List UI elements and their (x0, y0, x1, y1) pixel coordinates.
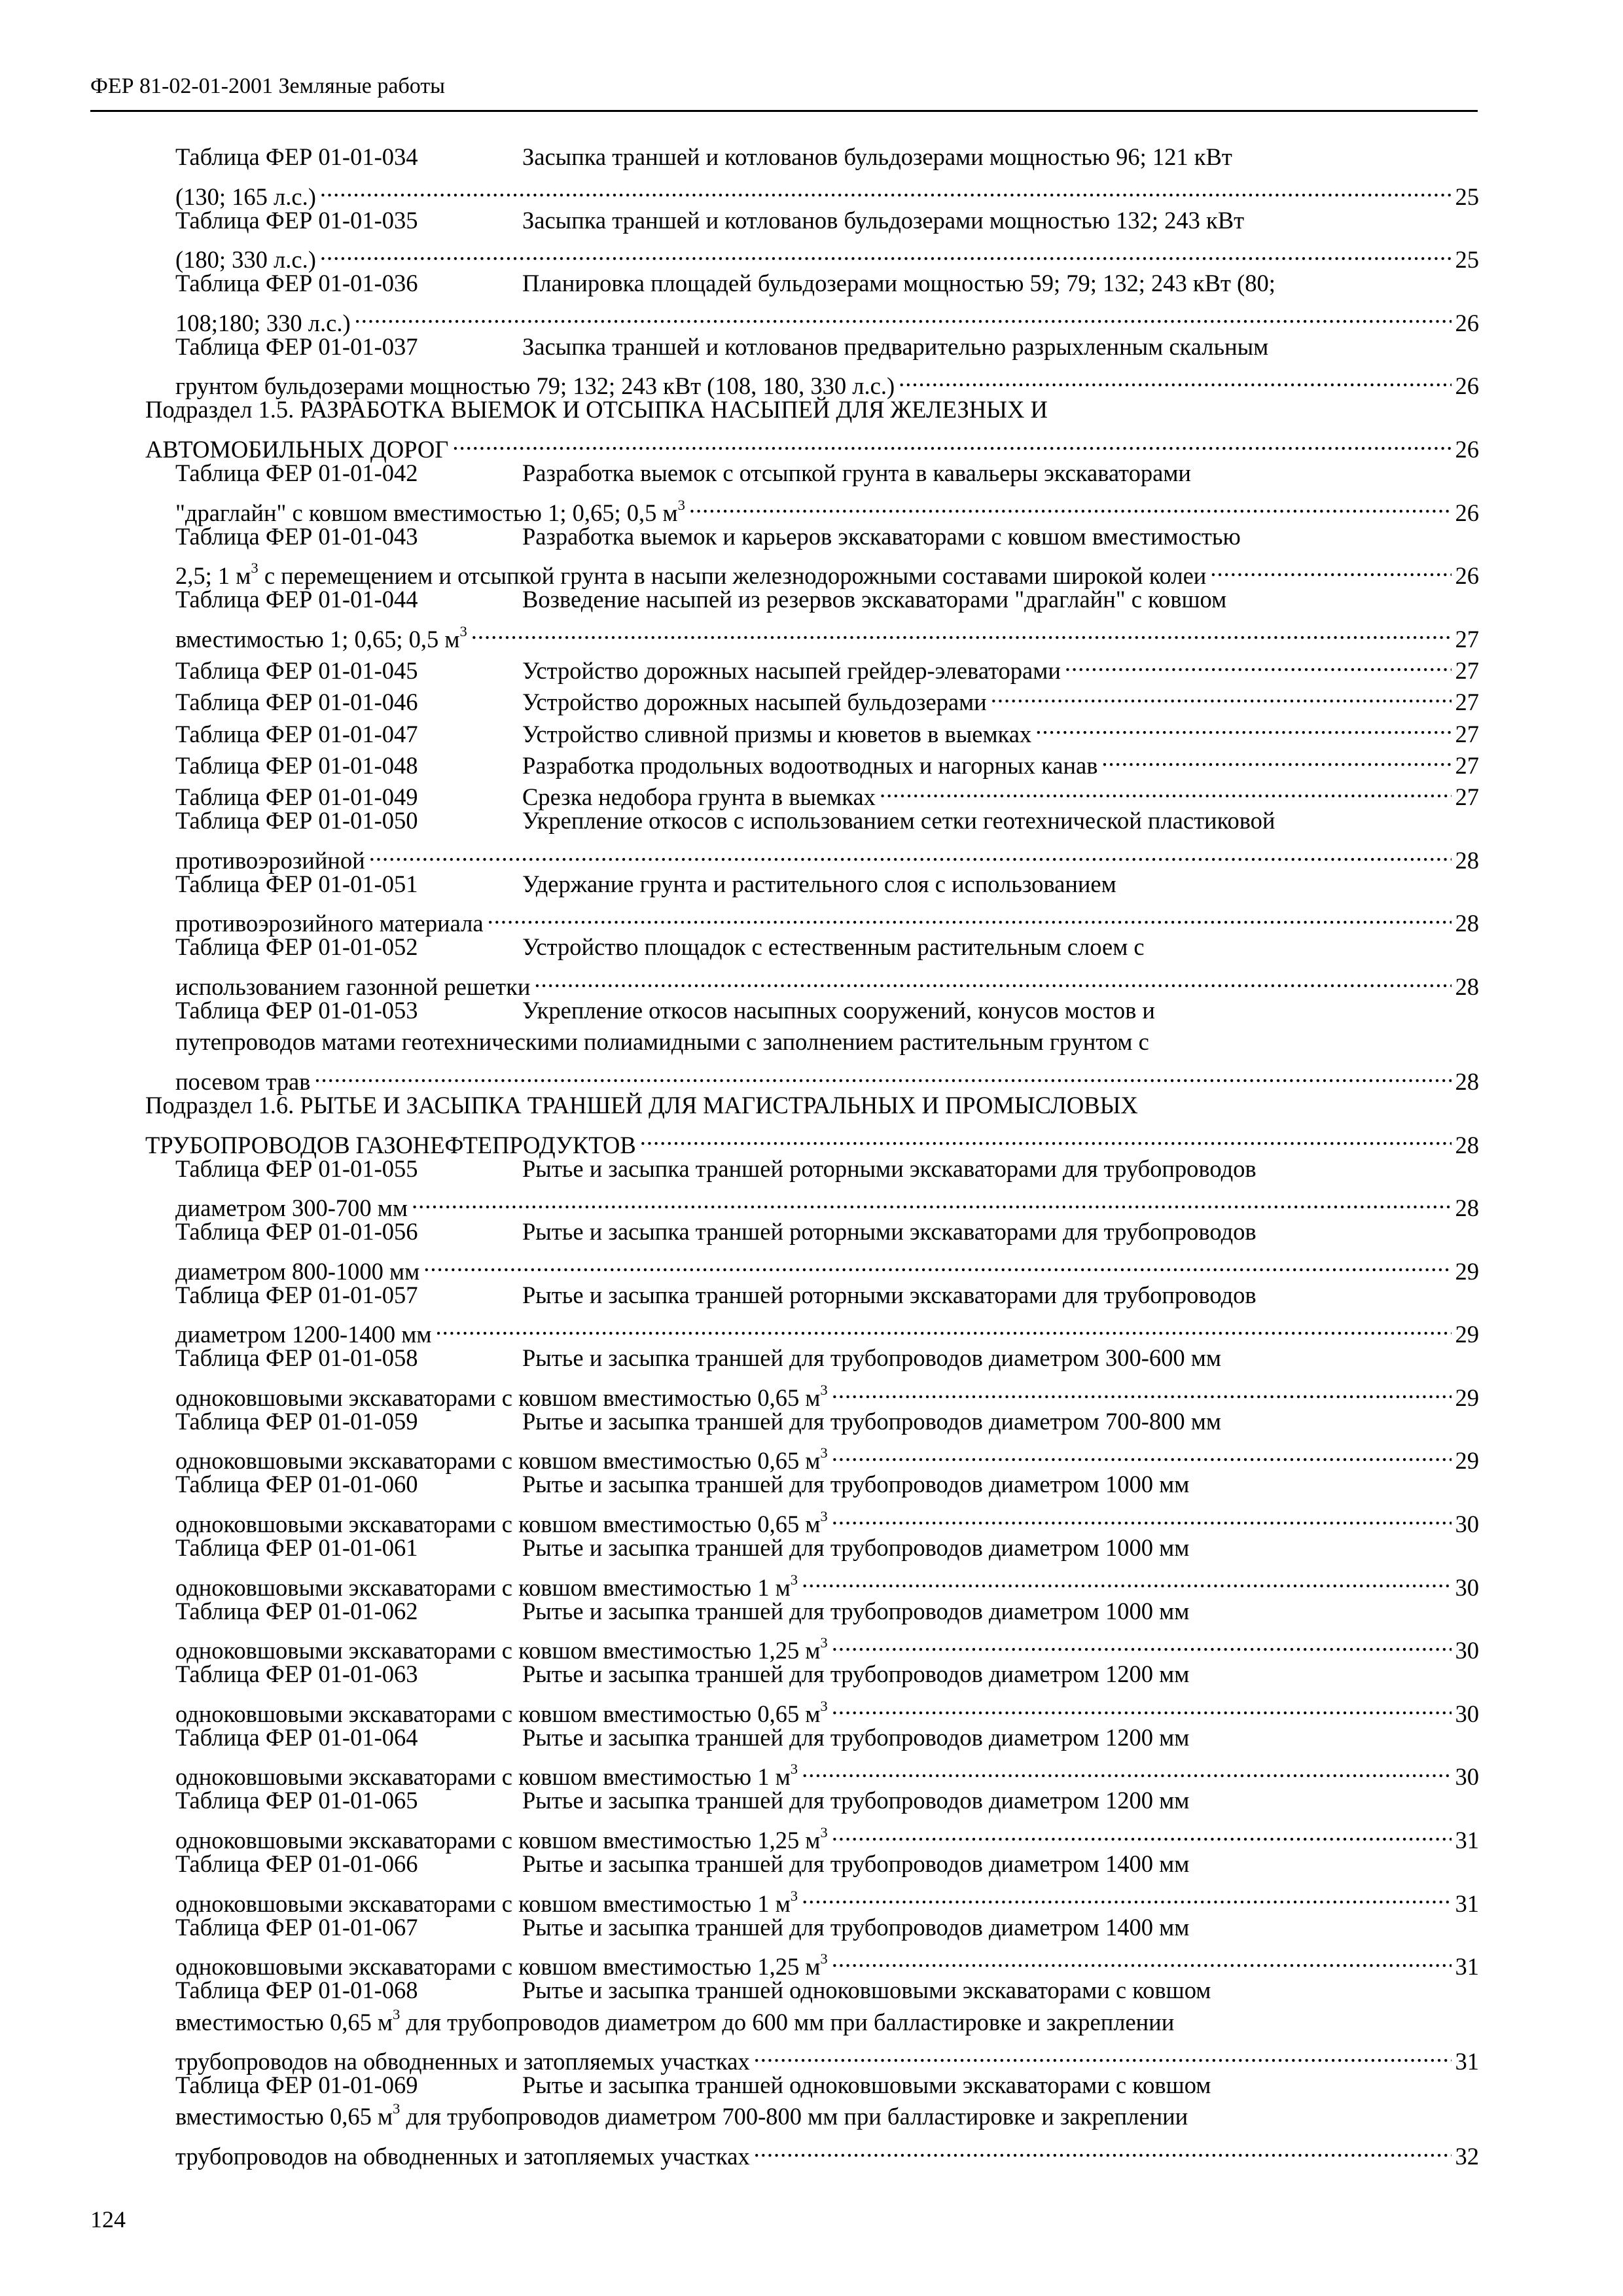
entry-page-number: 28 (1455, 846, 1479, 874)
toc-line (175, 2007, 1479, 2038)
entry-title-text: Рытье и засыпка траншей для трубопроводов диаметром 1200 мм (522, 1723, 1190, 1751)
entry-title-text: Рытье и засыпка траншей роторными экскаваторами для трубопроводов (522, 1281, 1257, 1308)
header-divider (90, 110, 1478, 112)
entry-title-text: диаметром 300-700 мм (175, 1194, 408, 1222)
toc-line (175, 1659, 1479, 1690)
toc-line (175, 2038, 1479, 2075)
dot-leader (689, 489, 1452, 520)
entry-title-text: одноковшовыми экскаваторами с ковшом вместимостью 0,65 $м^3$ (175, 1697, 828, 1727)
toc-line (175, 1153, 1479, 1185)
entry-title-text: диаметром 1200-1400 мм (175, 1321, 432, 1348)
dot-leader (412, 1185, 1451, 1216)
entry-title-text: Рытье и засыпка траншей для трубопроводов диаметром 1000 мм (522, 1597, 1190, 1624)
toc-table-entry[interactable] (145, 521, 1479, 590)
dot-leader (832, 1374, 1452, 1406)
toc-line (175, 1880, 1479, 1917)
dot-leader (488, 900, 1452, 931)
toc-line (175, 647, 1479, 685)
toc-line (175, 679, 1479, 716)
toc-line (175, 1406, 1479, 1437)
toc-table-entry[interactable] (145, 1153, 1479, 1222)
toc-line (175, 521, 1479, 552)
entry-title-text: противоэрозийной (175, 846, 365, 874)
toc-line (175, 1691, 1479, 1727)
toc-line (175, 1342, 1479, 1374)
toc-line (175, 963, 1479, 1001)
toc-line (175, 1311, 1479, 1348)
toc-table-entry[interactable] (145, 1406, 1479, 1475)
toc-table-entry[interactable] (145, 679, 1479, 716)
table-code: Таблица ФЕР 01-01-058 (175, 1344, 418, 1372)
entry-page-number: 29 (1455, 1257, 1479, 1285)
table-code: Таблица ФЕР 01-01-037 (175, 332, 418, 360)
table-code: Таблица ФЕР 01-01-046 (175, 689, 418, 716)
entry-title-text: Укрепление откосов насыпных сооружений, конусов мостов и (522, 997, 1155, 1024)
entry-title-text: (180; 330 л.с.) (175, 246, 316, 274)
table-code: Таблица ФЕР 01-01-034 (175, 143, 418, 170)
dot-leader (640, 1121, 1452, 1153)
toc-table-entry[interactable] (145, 1532, 1479, 1601)
entry-page-number: 31 (1455, 2048, 1479, 2075)
dot-leader (423, 1247, 1451, 1279)
entry-title-text: Удержание грунта и растительного слоя с использованием (522, 870, 1116, 897)
entry-title-text: одноковшовыми экскаваторами с ковшом вместимостью 1 $м^3$ (175, 1571, 798, 1601)
toc-table-entry[interactable] (145, 1659, 1479, 1727)
entry-page-number: 26 (1455, 309, 1479, 336)
entry-title-text: Срезка недобора грунта в выемках (522, 783, 876, 811)
dot-leader (452, 426, 1451, 457)
dot-leader (991, 679, 1452, 710)
toc-line (175, 205, 1479, 236)
entry-title-text: Устройство дорожных насыпей бульдозерами (522, 689, 987, 716)
entry-page-number: 27 (1455, 625, 1479, 653)
table-code: Таблица ФЕР 01-01-065 (175, 1787, 418, 1814)
dot-leader (1101, 742, 1451, 774)
table-code: Таблица ФЕР 01-01-060 (175, 1471, 418, 1498)
entry-title-text: Разработка выемок и карьеров экскаваторами с ковшом вместимостью (522, 522, 1241, 550)
toc-line (175, 1564, 1479, 1601)
toc-line (175, 1058, 1479, 1095)
toc-table-entry[interactable] (145, 268, 1479, 336)
toc-line (175, 774, 1479, 811)
table-code: Таблица ФЕР 01-01-053 (175, 997, 418, 1024)
toc-line (175, 2133, 1479, 2170)
entry-title-text: Рытье и засыпка траншей для трубопроводов диаметром 1400 мм (522, 1850, 1190, 1878)
entry-page-number: 30 (1455, 1763, 1479, 1791)
toc-line (175, 869, 1479, 900)
toc-line (175, 1627, 1479, 1664)
entry-page-number: 32 (1455, 2143, 1479, 2170)
entry-title-text: грунтом бульдозерами мощностью 79; 132; 243 кВт (108, 180, 330 л.с.) (175, 372, 895, 400)
toc-section-entry[interactable] (145, 1090, 1479, 1158)
toc-line (175, 173, 1479, 210)
toc-line (175, 1280, 1479, 1311)
entry-page-number: 30 (1455, 1637, 1479, 1664)
toc-line (175, 1532, 1479, 1564)
entry-title-text: трубопроводов на обводненных и затопляемых участках (175, 2048, 750, 2075)
toc-line (175, 1912, 1479, 1943)
toc-line (145, 426, 1479, 463)
entry-title-text: одноковшовыми экскаваторами с ковшом вместимостью 1 $м^3$ (175, 1887, 798, 1917)
dot-leader (802, 1753, 1451, 1785)
toc-table-entry[interactable] (145, 1280, 1479, 1348)
toc-line (145, 1121, 1479, 1158)
dot-leader (832, 1817, 1452, 1848)
table-code: Таблица ФЕР 01-01-045 (175, 657, 418, 685)
entry-page-number: 30 (1455, 1700, 1479, 1727)
dot-leader (802, 1564, 1451, 1595)
dot-leader (436, 1311, 1452, 1342)
entry-page-number: 25 (1455, 246, 1479, 274)
table-code: Таблица ФЕР 01-01-062 (175, 1597, 418, 1624)
toc-line (175, 141, 1479, 173)
toc-line (175, 1501, 1479, 1538)
entry-title-text: Засыпка траншей и котлованов бульдозерами мощностью 132; 243 кВт (522, 206, 1245, 234)
toc-section-entry[interactable] (145, 394, 1479, 463)
dot-leader (320, 236, 1452, 268)
toc-table-entry[interactable] (145, 710, 1479, 747)
toc-line (175, 1943, 1479, 1981)
entry-title-text: Планировка площадей бульдозерами мощностью 59; 79; 132; 243 кВт (80; (522, 270, 1275, 297)
table-code: Таблица ФЕР 01-01-061 (175, 1534, 418, 1562)
entry-page-number: 28 (1455, 1067, 1479, 1095)
toc-line (175, 552, 1479, 590)
toc-line (175, 1026, 1479, 1058)
table-code: Таблица ФЕР 01-01-052 (175, 933, 418, 961)
table-code: Таблица ФЕР 01-01-057 (175, 1281, 418, 1308)
dot-leader (832, 1501, 1452, 1532)
entry-title-text: Разработка продольных водоотводных и нагорных канав (522, 751, 1098, 779)
table-code: Таблица ФЕР 01-01-055 (175, 1155, 418, 1182)
toc-table-entry[interactable] (145, 1722, 1479, 1791)
entry-page-number: 28 (1455, 1131, 1479, 1158)
entry-page-number: 29 (1455, 1384, 1479, 1411)
entry-title-text: одноковшовыми экскаваторами с ковшом вместимостью 1,25 $м^3$ (175, 1634, 828, 1664)
toc-line (175, 1848, 1479, 1880)
toc-table-entry[interactable] (145, 2070, 1479, 2170)
entry-page-number: 27 (1455, 657, 1479, 685)
toc-line (175, 742, 1479, 779)
toc-line (175, 1185, 1479, 1222)
entry-title-text: Устройство сливной призмы и кюветов в выемках (522, 720, 1032, 747)
entry-title-text: Рытье и засыпка траншей для трубопроводов диаметром 300-600 мм (522, 1344, 1221, 1372)
entry-title-text: одноковшовыми экскаваторами с ковшом вместимостью 0,65 $м^3$ (175, 1381, 828, 1411)
entry-page-number: 31 (1455, 1953, 1479, 1981)
toc-line (175, 837, 1479, 874)
toc-line (175, 995, 1479, 1026)
toc-table-entry[interactable] (145, 742, 1479, 779)
entry-page-number: 31 (1455, 1890, 1479, 1917)
entry-page-number: 31 (1455, 1827, 1479, 1854)
toc-line (175, 236, 1479, 274)
table-code: Таблица ФЕР 01-01-068 (175, 1977, 418, 2004)
table-code: Таблица ФЕР 01-01-042 (175, 459, 418, 486)
toc-table-entry[interactable] (145, 805, 1479, 874)
toc-line (175, 1247, 1479, 1285)
entry-title-text: противоэрозийного материала (175, 910, 484, 937)
dot-leader (355, 299, 1452, 331)
dot-leader (534, 963, 1451, 995)
page-number: 124 (90, 2206, 126, 2233)
toc-line (175, 299, 1479, 336)
entry-page-number: 26 (1455, 562, 1479, 590)
toc-table-entry[interactable] (145, 931, 1479, 1001)
dot-leader (320, 173, 1452, 204)
toc-line (175, 1785, 1479, 1816)
toc-line (175, 1374, 1479, 1411)
entry-page-number: 27 (1455, 783, 1479, 811)
dot-leader (802, 1880, 1451, 1911)
entry-page-number: 26 (1455, 372, 1479, 400)
toc-table-entry[interactable] (145, 774, 1479, 811)
entry-title-text: Возведение насыпей из резервов экскаваторами "драглайн" с ковшом (522, 586, 1227, 613)
table-code: Таблица ФЕР 01-01-036 (175, 270, 418, 297)
entry-page-number: 28 (1455, 1194, 1479, 1222)
entry-title-text: Рытье и засыпка траншей для трубопроводов диаметром 1000 мм (522, 1471, 1190, 1498)
toc-line (175, 363, 1479, 400)
dot-leader (1065, 647, 1452, 679)
table-code: Таблица ФЕР 01-01-067 (175, 1913, 418, 1941)
entry-title-text: Укрепление откосов с использованием сетки геотехнической пластиковой (522, 807, 1275, 834)
toc-line (175, 900, 1479, 937)
toc-line (175, 1596, 1479, 1627)
dot-leader (1035, 710, 1451, 742)
toc-line (175, 584, 1479, 615)
entry-title-text: ТРУБОПРОВОДОВ ГАЗОНЕФТЕПРОДУКТОВ (145, 1131, 636, 1158)
toc-table-entry[interactable] (145, 1469, 1479, 1538)
toc-table-entry[interactable] (145, 1785, 1479, 1854)
entry-title-text: одноковшовыми экскаваторами с ковшом вместимостью 1,25 $м^3$ (175, 1950, 828, 1981)
dot-leader (832, 1943, 1452, 1975)
toc-line (175, 1469, 1479, 1500)
entry-title-text: Разработка выемок с отсыпкой грунта в кавальеры экскаваторами (522, 459, 1191, 486)
toc-line (175, 1722, 1479, 1753)
entry-title-text: Рытье и засыпка траншей роторными экскаваторами для трубопроводов (522, 1155, 1257, 1182)
dot-leader (899, 363, 1451, 394)
toc-line (175, 457, 1479, 489)
entry-title-text: вместимостью 0,65 $м^3$ для трубопроводов диаметром до 600 мм при балластировке и закреплении (175, 2005, 1175, 2036)
running-header: ФЕР 81-02-01-2001 Земляные работы (90, 74, 446, 98)
toc-line (175, 1216, 1479, 1247)
entry-title-text: (130; 165 л.с.) (175, 183, 316, 210)
dot-leader (754, 2038, 1452, 2070)
entry-title-text: трубопроводов на обводненных и затопляемых участках (175, 2143, 750, 2170)
toc-line (175, 2070, 1479, 2101)
table-code: Таблица ФЕР 01-01-050 (175, 807, 418, 834)
entry-title-text: Подраздел 1.5. РАЗРАБОТКА ВЫЕМОК И ОТСЫПКА НАСЫПЕЙ ДЛЯ ЖЕЛЕЗНЫХ И (145, 396, 1048, 423)
entry-title-text: диаметром 800-1000 мм (175, 1257, 420, 1285)
dot-leader (880, 774, 1452, 805)
dot-leader (471, 615, 1452, 647)
entry-title-text: одноковшовыми экскаваторами с ковшом вместимостью 1 $м^3$ (175, 1761, 798, 1791)
entry-title-text: АВТОМОБИЛЬНЫХ ДОРОГ (145, 435, 449, 463)
entry-title-text: Рытье и засыпка траншей одноковшовыми экскаваторами с ковшом (522, 2072, 1211, 2099)
entry-title-text: вместимостью 1; 0,65; 0,5 $м^3$ (175, 622, 467, 653)
table-code: Таблица ФЕР 01-01-066 (175, 1850, 418, 1878)
entry-page-number: 28 (1455, 910, 1479, 937)
toc-line (175, 331, 1479, 363)
entry-title-text: одноковшовыми экскаваторами с ковшом вместимостью 0,65 $м^3$ (175, 1508, 828, 1538)
table-code: Таблица ФЕР 01-01-049 (175, 783, 418, 811)
entry-title-text: 108;180; 330 л.с.) (175, 309, 351, 336)
entry-page-number: 27 (1455, 689, 1479, 716)
entry-page-number: 26 (1455, 499, 1479, 526)
entry-page-number: 27 (1455, 720, 1479, 747)
table-code: Таблица ФЕР 01-01-044 (175, 586, 418, 613)
entry-title-text: Рытье и засыпка траншей для трубопроводов диаметром 700-800 мм (522, 1407, 1221, 1435)
table-code: Таблица ФЕР 01-01-069 (175, 2072, 418, 2099)
toc-line (175, 1975, 1479, 2006)
table-of-contents (145, 141, 1479, 2170)
dot-leader (832, 1627, 1452, 1659)
toc-line (145, 1090, 1479, 1121)
toc-table-entry[interactable] (145, 141, 1479, 210)
dot-leader (832, 1437, 1452, 1469)
entry-title-text: Рытье и засыпка траншей для трубопроводов диаметром 1200 мм (522, 1787, 1190, 1814)
toc-line (175, 268, 1479, 299)
entry-title-text: Рытье и засыпка траншей для трубопроводов диаметром 1000 мм (522, 1534, 1190, 1562)
table-code: Таблица ФЕР 01-01-035 (175, 206, 418, 234)
dot-leader (832, 1691, 1452, 1722)
dot-leader (1210, 552, 1451, 584)
toc-table-entry[interactable] (145, 995, 1479, 1095)
entry-page-number: 27 (1455, 751, 1479, 779)
table-code: Таблица ФЕР 01-01-043 (175, 522, 418, 550)
toc-table-entry[interactable] (145, 1342, 1479, 1411)
toc-line (175, 2101, 1479, 2132)
entry-title-text: одноковшовыми экскаваторами с ковшом вместимостью 1,25 $м^3$ (175, 1824, 828, 1854)
toc-line (175, 931, 1479, 963)
entry-title-text: Рытье и засыпка траншей одноковшовыми экскаваторами с ковшом (522, 1977, 1211, 2004)
toc-line (145, 394, 1479, 425)
toc-table-entry[interactable] (145, 1596, 1479, 1664)
dot-leader (754, 2133, 1452, 2164)
toc-table-entry[interactable] (145, 331, 1479, 400)
toc-table-entry[interactable] (145, 1216, 1479, 1285)
entry-page-number: 25 (1455, 183, 1479, 210)
toc-line (175, 1817, 1479, 1854)
toc-table-entry[interactable] (145, 584, 1479, 653)
entry-title-text: путепроводов матами геотехническими полиамидными с заполнением растительным грунтом с (175, 1028, 1149, 1056)
entry-title-text: Засыпка траншей и котлованов бульдозерами мощностью 96; 121 кВт (522, 143, 1232, 170)
table-code: Таблица ФЕР 01-01-059 (175, 1407, 418, 1435)
entry-title-text: Устройство площадок с естественным растительным слоем с (522, 933, 1145, 961)
entry-page-number: 29 (1455, 1321, 1479, 1348)
toc-line (175, 1437, 1479, 1475)
table-code: Таблица ФЕР 01-01-063 (175, 1660, 418, 1688)
toc-line (175, 710, 1479, 747)
toc-table-entry[interactable] (145, 205, 1479, 274)
dot-leader (369, 837, 1452, 869)
toc-line (175, 1753, 1479, 1791)
table-code: Таблица ФЕР 01-01-048 (175, 751, 418, 779)
entry-title-text: 2,5; 1 $м^3$ с перемещением и отсыпкой грунта в насыпи железнодорожными составами широкой колеи (175, 560, 1207, 590)
toc-table-entry[interactable] (145, 1975, 1479, 2075)
entry-title-text: Рытье и засыпка траншей роторными экскаваторами для трубопроводов (522, 1218, 1257, 1246)
entry-title-text: Рытье и засыпка траншей для трубопроводов диаметром 1200 мм (522, 1660, 1190, 1688)
table-code: Таблица ФЕР 01-01-047 (175, 720, 418, 747)
toc-table-entry[interactable] (145, 1848, 1479, 1917)
entry-title-text: посевом трав (175, 1067, 311, 1095)
table-code: Таблица ФЕР 01-01-064 (175, 1723, 418, 1751)
table-code: Таблица ФЕР 01-01-051 (175, 870, 418, 897)
entry-title-text: Рытье и засыпка траншей для трубопроводов диаметром 1400 мм (522, 1913, 1190, 1941)
toc-table-entry[interactable] (145, 869, 1479, 937)
toc-line (175, 489, 1479, 526)
dot-leader (314, 1058, 1451, 1090)
entry-page-number: 29 (1455, 1447, 1479, 1475)
toc-line (175, 615, 1479, 653)
entry-title-text: Устройство дорожных насыпей грейдер-элеваторами (522, 657, 1061, 685)
toc-line (175, 805, 1479, 836)
entry-page-number: 30 (1455, 1511, 1479, 1538)
entry-title-text: "драглайн" с ковшом вместимостью 1; 0,65; 0,5 $м^3$ (175, 496, 685, 526)
entry-title-text: использованием газонной решетки (175, 973, 531, 1001)
entry-title-text: Подраздел 1.6. РЫТЬЕ И ЗАСЫПКА ТРАНШЕЙ ДЛЯ МАГИСТРАЛЬНЫХ И ПРОМЫСЛОВЫХ (145, 1091, 1138, 1119)
entry-title-text: вместимостью 0,65 $м^3$ для трубопроводов диаметром 700-800 мм при балластировке и закреплении (175, 2100, 1188, 2130)
entry-page-number: 28 (1455, 973, 1479, 1001)
toc-table-entry[interactable] (145, 647, 1479, 685)
entry-title-text: одноковшовыми экскаваторами с ковшом вместимостью 0,65 $м^3$ (175, 1444, 828, 1475)
entry-title-text: Засыпка траншей и котлованов предварительно разрыхленным скальным (522, 332, 1269, 360)
toc-table-entry[interactable] (145, 1912, 1479, 1981)
toc-table-entry[interactable] (145, 457, 1479, 526)
entry-page-number: 30 (1455, 1573, 1479, 1601)
entry-page-number: 26 (1455, 435, 1479, 463)
table-code: Таблица ФЕР 01-01-056 (175, 1218, 418, 1246)
